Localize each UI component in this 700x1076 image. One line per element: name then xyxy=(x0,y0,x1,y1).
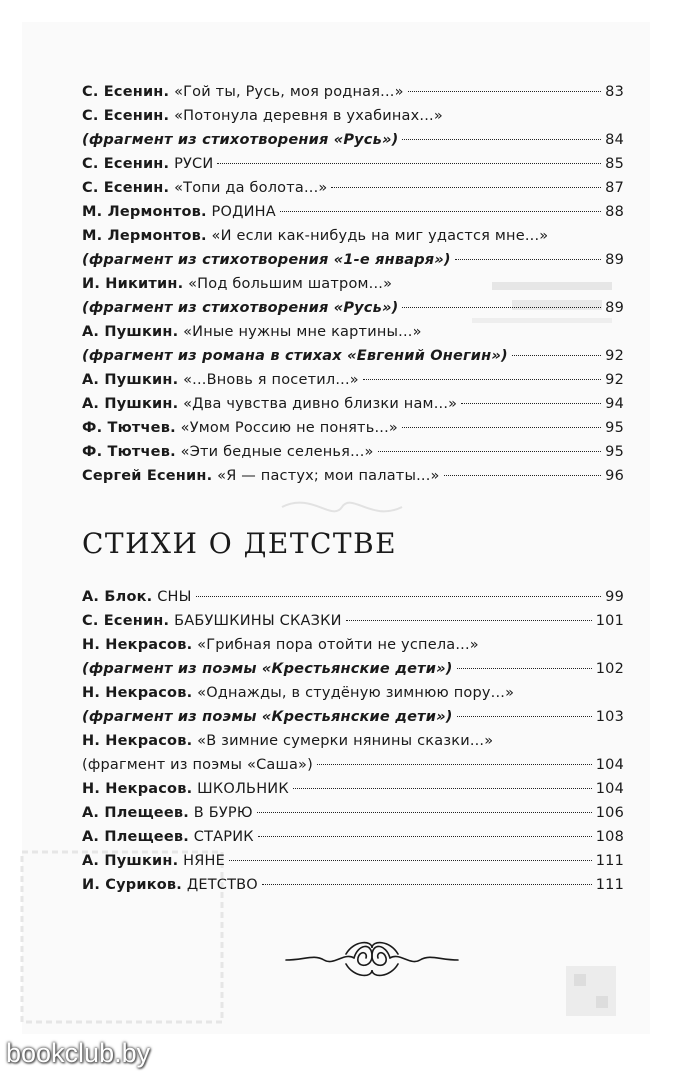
toc-entry xyxy=(82,104,624,128)
book-page xyxy=(22,22,650,1034)
toc-entry xyxy=(82,657,624,681)
toc-author: С. Есенин. xyxy=(82,84,170,100)
toc-page-number: 89 xyxy=(605,300,624,316)
toc-title: СТАРИК xyxy=(193,829,254,845)
toc-entry xyxy=(82,585,624,609)
toc-fragment-note: (фрагмент из поэмы «Крестьянские дети») xyxy=(82,661,453,677)
toc-entry xyxy=(82,873,624,897)
toc-page-number: 92 xyxy=(605,372,624,388)
toc-entry xyxy=(82,801,624,825)
toc-entry-text xyxy=(82,705,453,729)
toc-entry xyxy=(82,152,624,176)
toc-entry-text xyxy=(82,248,451,272)
toc-page-number: 84 xyxy=(605,132,624,148)
toc-author: А. Блок. xyxy=(82,589,153,605)
toc-entry xyxy=(82,128,624,152)
toc-title: ШКОЛЬНИК xyxy=(197,781,289,797)
toc-entry-text xyxy=(82,296,398,320)
toc-author: М. Лермонтов. xyxy=(82,204,207,220)
toc-page-number: 85 xyxy=(605,156,624,172)
toc-entry xyxy=(82,368,624,392)
toc-entry xyxy=(82,753,624,777)
dot-leader xyxy=(346,620,592,621)
bleed-through-texture xyxy=(562,962,622,1026)
toc-title: СНЫ xyxy=(157,589,192,605)
dot-leader xyxy=(262,884,592,885)
toc-list-section-1 xyxy=(82,80,624,488)
toc-title: ДЕТСТВО xyxy=(186,877,258,893)
toc-title: НЯНЕ xyxy=(183,853,225,869)
toc-entry-text xyxy=(82,224,548,248)
toc-author: Н. Некрасов. xyxy=(82,733,193,749)
toc-author: Н. Некрасов. xyxy=(82,637,193,653)
toc-title: БАБУШКИНЫ СКАЗКИ xyxy=(174,613,342,629)
toc-author: Ф. Тютчев. xyxy=(82,420,176,436)
toc-entry-text xyxy=(82,849,225,873)
toc-page-number: 101 xyxy=(595,613,624,629)
toc-author: А. Плещеев. xyxy=(82,829,189,845)
toc-entry xyxy=(82,176,624,200)
toc-title: «Под большим шатром...» xyxy=(188,276,393,292)
toc-title: «Иные нужны мне картины...» xyxy=(183,324,422,340)
toc-entry-text xyxy=(82,272,392,296)
toc-entry-text xyxy=(82,464,440,488)
toc-page-number: 89 xyxy=(605,252,624,268)
toc-entry xyxy=(82,320,624,344)
toc-title: «Потонула деревня в ухабинах...» xyxy=(174,108,443,124)
toc-entry-text xyxy=(82,392,457,416)
toc-entry xyxy=(82,224,624,248)
dot-leader xyxy=(457,716,592,717)
toc-fragment-note: (фрагмент из поэмы «Саша») xyxy=(82,757,313,773)
toc-entry-text xyxy=(82,609,342,633)
toc-entry-text xyxy=(82,368,359,392)
toc-entry xyxy=(82,392,624,416)
toc-author: А. Пушкин. xyxy=(82,324,179,340)
toc-fragment-note: (фрагмент из поэмы «Крестьянские дети») xyxy=(82,709,453,725)
dot-leader xyxy=(444,475,602,476)
toc-title: «Грибная пора отойти не успела...» xyxy=(197,637,479,653)
toc-entry xyxy=(82,825,624,849)
toc-entry xyxy=(82,296,624,320)
toc-entry xyxy=(82,705,624,729)
toc-page-number: 102 xyxy=(595,661,624,677)
toc-author: И. Никитин. xyxy=(82,276,184,292)
toc-page-number: 108 xyxy=(595,829,624,845)
toc-author: А. Пушкин. xyxy=(82,396,179,412)
toc-author: М. Лермонтов. xyxy=(82,228,207,244)
toc-title: РОДИНА xyxy=(211,204,276,220)
toc-title: РУСИ xyxy=(174,156,214,172)
toc-page-number: 103 xyxy=(595,709,624,725)
toc-entry-text xyxy=(82,176,327,200)
toc-entry xyxy=(82,777,624,801)
toc-page-number: 106 xyxy=(595,805,624,821)
toc-fragment-note: (фрагмент из стихотворения «1-е января») xyxy=(82,252,451,268)
bleed-through-texture xyxy=(272,487,412,531)
dot-leader xyxy=(196,596,602,597)
toc-author: С. Есенин. xyxy=(82,613,170,629)
toc-page-number: 95 xyxy=(605,420,624,436)
toc-entry-text xyxy=(82,753,313,777)
toc-entry xyxy=(82,681,624,705)
toc-entry-text xyxy=(82,416,398,440)
dot-leader xyxy=(331,187,601,188)
toc-author: Ф. Тютчев. xyxy=(82,444,176,460)
toc-author: С. Есенин. xyxy=(82,156,170,172)
toc-author: А. Пушкин. xyxy=(82,372,179,388)
toc-page-number: 88 xyxy=(605,204,624,220)
toc-author: А. Пушкин. xyxy=(82,853,179,869)
toc-page-number: 94 xyxy=(605,396,624,412)
toc-entry-text xyxy=(82,128,398,152)
dot-leader xyxy=(402,427,601,428)
toc-fragment-note: (фрагмент из романа в стихах «Евгений Онегин») xyxy=(82,348,508,364)
toc-entry-text xyxy=(82,344,508,368)
toc-entry-text xyxy=(82,633,479,657)
toc-title: «Умом Россию не понять...» xyxy=(180,420,398,436)
toc-author: А. Плещеев. xyxy=(82,805,189,821)
toc-fragment-note: (фрагмент из стихотворения «Русь») xyxy=(82,132,399,148)
toc-entry-text xyxy=(82,729,493,753)
bleed-flourish-icon xyxy=(272,487,412,527)
toc-fragment-note: (фрагмент из стихотворения «Русь») xyxy=(82,300,399,316)
dot-leader xyxy=(293,788,592,789)
toc-title: В БУРЮ xyxy=(193,805,253,821)
dot-leader xyxy=(378,451,602,452)
toc-author: Н. Некрасов. xyxy=(82,685,193,701)
toc-author: Сергей Есенин. xyxy=(82,468,213,484)
toc-entry-text xyxy=(82,80,404,104)
toc-entry xyxy=(82,440,624,464)
toc-entry-text xyxy=(82,873,258,897)
dot-leader xyxy=(217,163,601,164)
toc-entry-text xyxy=(82,585,192,609)
toc-author: И. Суриков. xyxy=(82,877,183,893)
toc-title: «Эти бедные селенья...» xyxy=(180,444,374,460)
toc-title: «Я — пастух; мои палаты...» xyxy=(217,468,440,484)
toc-author: С. Есенин. xyxy=(82,108,170,124)
toc-list-section-2 xyxy=(82,585,624,897)
toc-page-number: 83 xyxy=(605,84,624,100)
toc-entry-text xyxy=(82,681,514,705)
toc-title: «Топи да болота...» xyxy=(174,180,328,196)
toc-entry-text xyxy=(82,440,374,464)
toc-entry-text xyxy=(82,104,443,128)
toc-title: «В зимние сумерки нянины сказки...» xyxy=(197,733,494,749)
toc-title: «...Вновь я посетил...» xyxy=(183,372,359,388)
toc-page-number: 104 xyxy=(595,757,624,773)
toc-title: «Гой ты, Русь, моя родная...» xyxy=(174,84,404,100)
toc-entry-text xyxy=(82,200,276,224)
dot-leader xyxy=(317,764,592,765)
toc-entry-text xyxy=(82,320,422,344)
toc-page-number: 92 xyxy=(605,348,624,364)
toc-entry xyxy=(82,248,624,272)
toc-entry xyxy=(82,272,624,296)
dot-leader xyxy=(402,139,601,140)
dot-leader xyxy=(512,355,601,356)
dot-leader xyxy=(258,836,592,837)
toc-author: С. Есенин. xyxy=(82,180,170,196)
toc-entry xyxy=(82,200,624,224)
toc-entry xyxy=(82,344,624,368)
dot-leader xyxy=(461,403,601,404)
toc-title: «Однажды, в студёную зимнюю пору...» xyxy=(197,685,515,701)
site-watermark: bookclub.by xyxy=(6,1038,151,1068)
toc-entry xyxy=(82,729,624,753)
toc-entry xyxy=(82,849,624,873)
toc-page-number: 99 xyxy=(605,589,624,605)
toc-entry-text xyxy=(82,825,254,849)
toc-entry xyxy=(82,609,624,633)
toc-entry xyxy=(82,464,624,488)
bleed-qr-icon xyxy=(562,962,622,1022)
dot-leader xyxy=(363,379,601,380)
toc-author: Н. Некрасов. xyxy=(82,781,193,797)
dot-leader xyxy=(408,91,601,92)
section-heading: СТИХИ О ДЕТСТВЕ xyxy=(82,527,398,560)
toc-page-number: 87 xyxy=(605,180,624,196)
toc-entry-text xyxy=(82,657,453,681)
toc-page-number: 96 xyxy=(605,468,624,484)
toc-page-number: 95 xyxy=(605,444,624,460)
toc-entry xyxy=(82,80,624,104)
toc-entry-text xyxy=(82,777,289,801)
dot-leader xyxy=(455,259,601,260)
toc-title: «Два чувства дивно близки нам...» xyxy=(183,396,458,412)
toc-entry xyxy=(82,416,624,440)
toc-entry-text xyxy=(82,801,253,825)
toc-entry-text xyxy=(82,152,213,176)
flourish-divider-icon xyxy=(284,934,460,986)
dot-leader xyxy=(280,211,601,212)
toc-entry xyxy=(82,633,624,657)
toc-title: «И если как-нибудь на миг удастся мне...» xyxy=(211,228,549,244)
toc-page-number: 104 xyxy=(595,781,624,797)
dot-leader xyxy=(402,307,601,308)
dot-leader xyxy=(229,860,592,861)
dot-leader xyxy=(257,812,592,813)
toc-page-number: 111 xyxy=(595,853,624,869)
toc-page-number: 111 xyxy=(595,877,624,893)
dot-leader xyxy=(457,668,592,669)
